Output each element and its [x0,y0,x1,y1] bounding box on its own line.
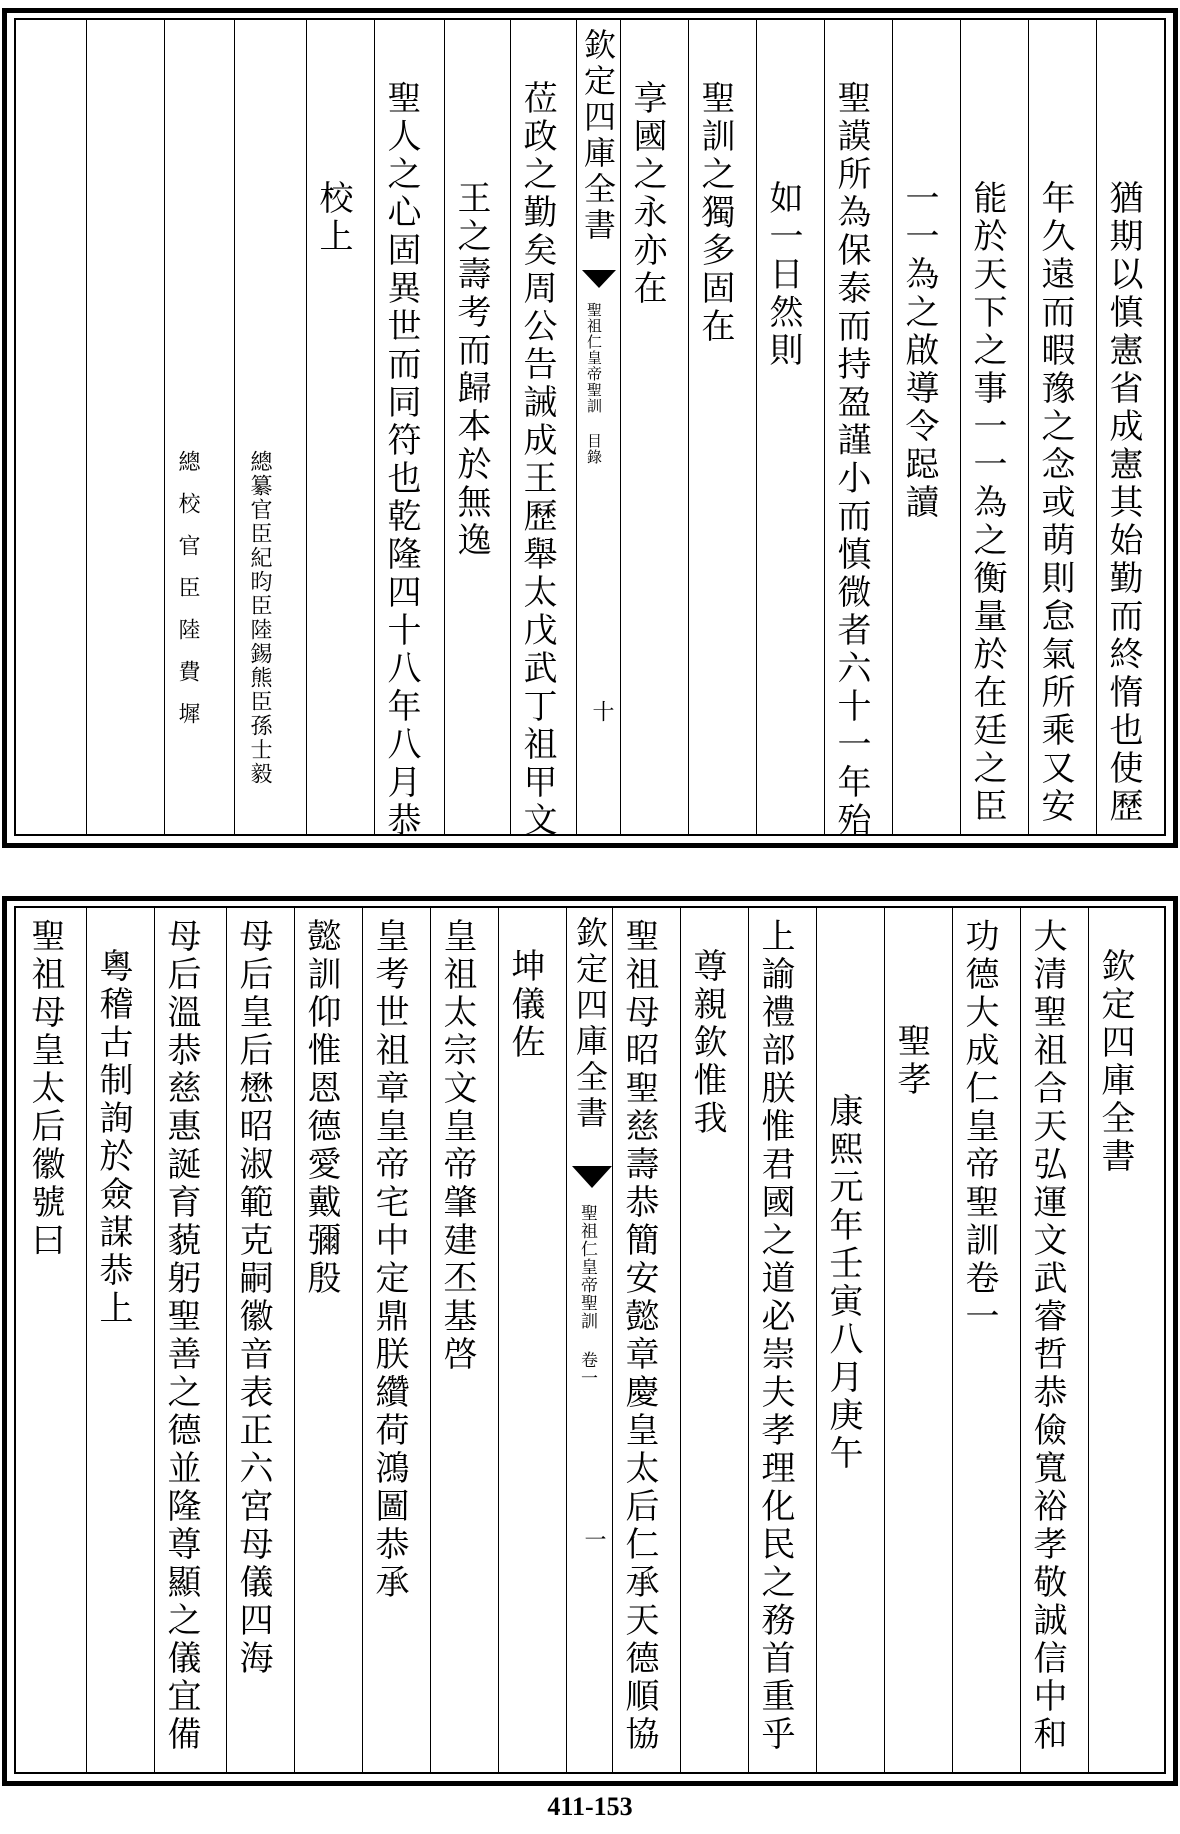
bottom-col-11: 皇考世祖章皇帝宅中定鼎朕纘荷鴻圖恭承 [369,918,409,1602]
bottom-center-sub: 聖祖仁皇帝聖訓 卷一 [577,1204,597,1387]
bottom-col-7: 尊親欽惟我 [687,948,727,1138]
top-col-5: 聖謨所為保泰而持盈謹小而慎微者六十一年殆 [831,80,871,840]
top-col-10: 王之壽考而歸本於無逸 [451,180,491,560]
bottom-col-3: 功德大成仁皇帝聖訓卷一 [959,918,999,1336]
top-center-title: 欽定四庫全書 [579,28,617,244]
bottom-col-6: 上諭禮部朕惟君國之道必崇夫孝理化民之務首重乎 [755,918,795,1754]
top-page [0,0,1180,850]
top-col-4: 一一為之啟導令跽讀 [899,180,939,522]
bottom-col-1: 欽定四庫全書 [1095,948,1135,1176]
bottom-col-12: 懿訓仰惟恩德愛戴彌殷 [301,918,341,1298]
top-credit-2: 總校官臣陸費墀 [175,450,200,744]
bottom-page [0,880,1180,1790]
top-credit-1: 總纂官臣紀昀臣陸錫熊臣孫士毅 [247,450,272,786]
bottom-col-2: 大清聖祖合天弘運文武睿哲恭儉寬裕孝敬誠信中和 [1027,918,1067,1754]
top-col-7: 聖訓之獨多固在 [695,80,735,346]
bottom-center-folio: 一 [581,1528,606,1552]
bottom-col-4: 聖孝 [891,1023,931,1099]
bottom-col-5: 康熙元年壬寅八月庚午 [823,1093,863,1473]
bottom-fish-tail [572,1166,612,1188]
page-number: 411-153 [547,1792,633,1821]
bottom-col-8: 聖祖母昭聖慈壽恭簡安懿章慶皇太后仁承天德順協 [619,918,659,1754]
top-col-9: 莅政之勤矣周公告誡成王歷舉太戊武丁祖甲文 [517,80,557,840]
top-inner-border [14,18,1166,840]
top-col-11: 聖人之心固異世而同符也乾隆四十八年八月恭 [381,80,421,840]
top-fish-tail [582,270,616,288]
top-col-3: 能於天下之事一一為之衡量於在廷之臣 [967,180,1007,826]
bottom-col-13: 母后皇后懋昭淑範克嗣徽音表正六宮母儀四海 [233,918,273,1678]
bottom-col-9: 坤儀佐 [505,948,545,1062]
bottom-center-title: 欽定四庫全書 [571,916,609,1132]
top-center-sub: 聖祖仁皇帝聖訓 目錄 [585,302,603,465]
bottom-col-16: 聖祖母皇太后徽號曰 [25,918,65,1260]
top-col-6: 如一日然則 [763,180,803,370]
top-center-folio: 十 [589,700,614,724]
bottom-col-10: 皇祖太宗文皇帝肇建丕基啓 [437,918,477,1374]
top-col-1: 猶期以慎憲省成憲其始勤而終惰也使歷 [1103,180,1143,826]
top-col-12: 校上 [313,180,353,256]
bottom-inner-border [14,906,1166,1774]
bottom-col-14: 母后溫恭慈惠誕育藐躬聖善之德並隆尊顯之儀宜備 [161,918,201,1754]
top-col-8: 享國之永亦在 [627,80,667,308]
bottom-col-15: 粵稽古制詢於僉謀恭上 [93,948,133,1328]
top-col-2: 年久遠而暇豫之念或萌則怠氣所乘又安 [1035,180,1075,826]
